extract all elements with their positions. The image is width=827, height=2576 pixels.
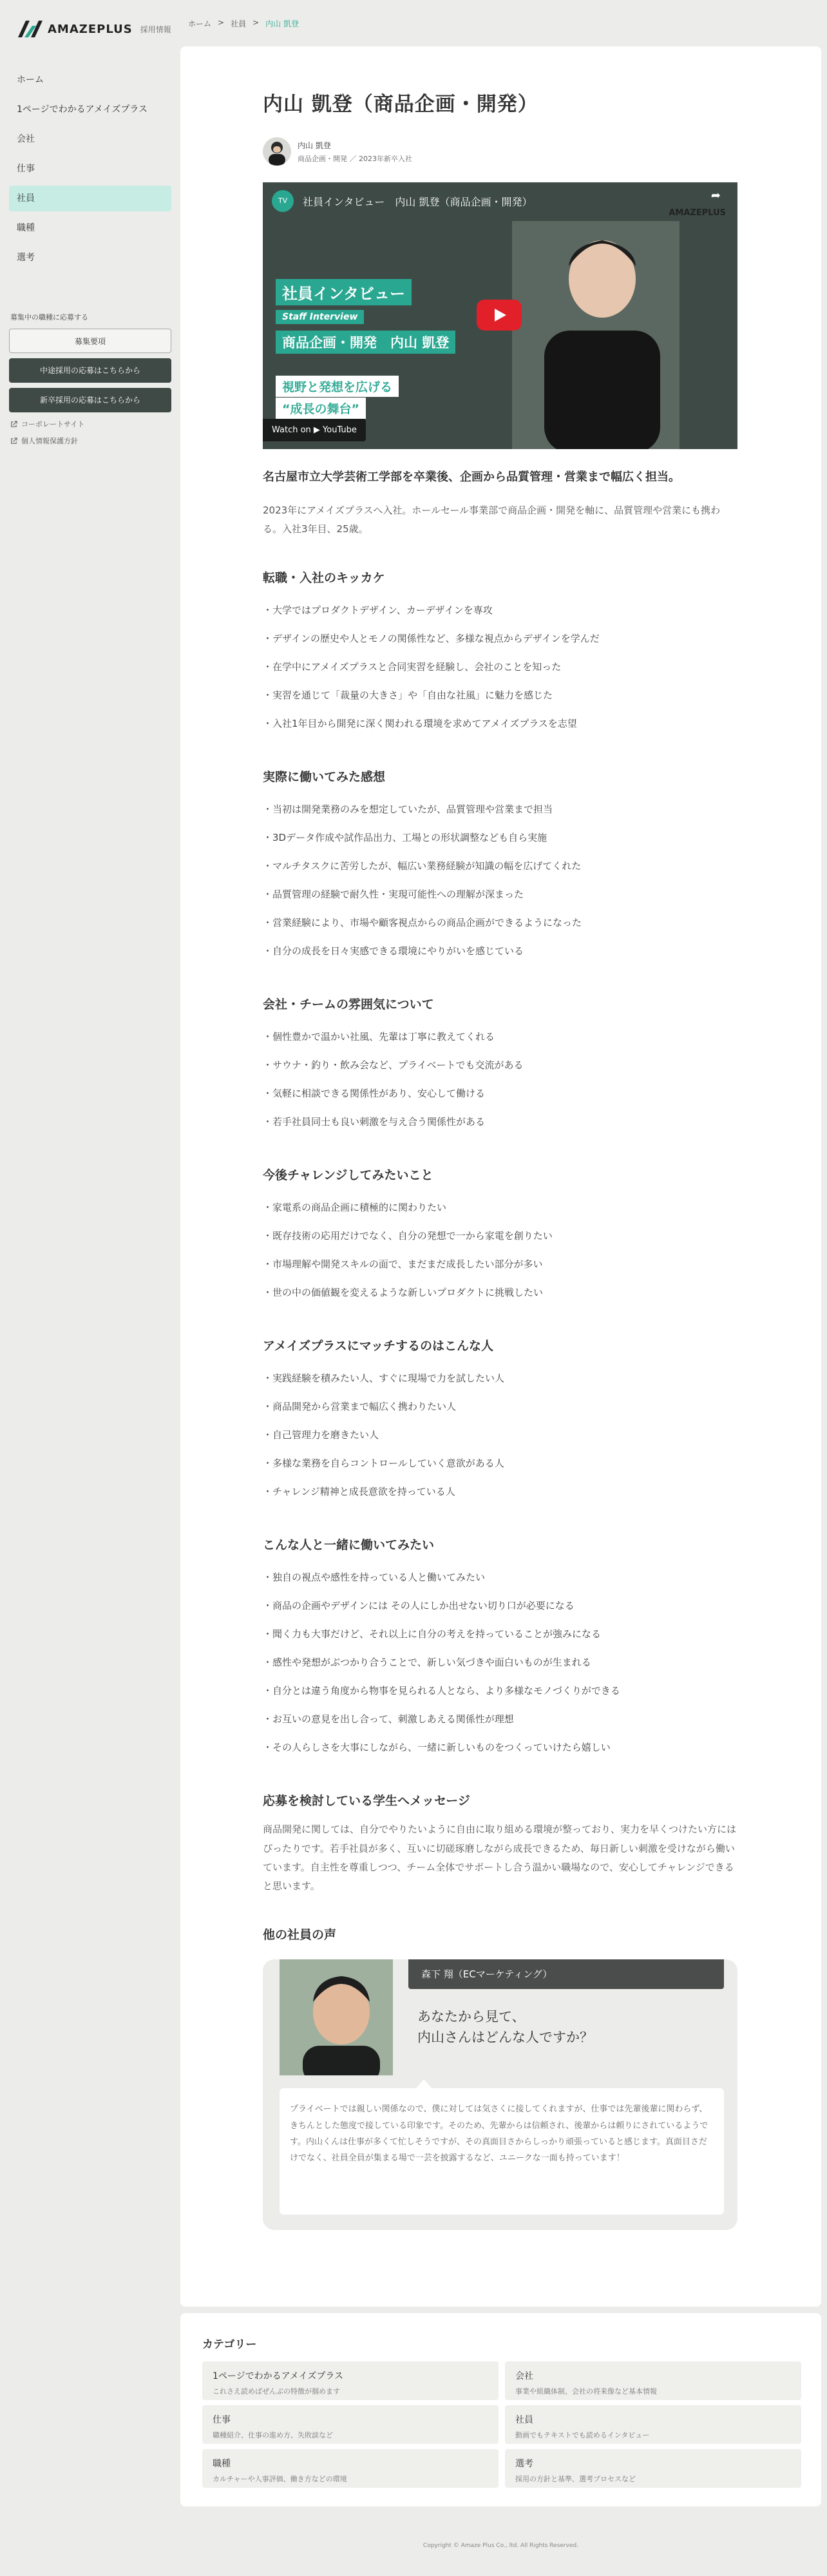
list-item: ・サウナ・釣り・飲み会など、プライベートでも交流がある (263, 1059, 524, 1072)
video-caption-4: 視野と発想を広げる (276, 376, 399, 397)
footer-copyright: Copyright © Amaze Plus Co., ltd. All Rights Reserved. (423, 2542, 579, 2549)
category-desc: 職種紹介、仕事の進め方、失敗談など (213, 2431, 333, 2439)
question-line-2: 内山さんはどんな人ですか？ (417, 2029, 593, 2045)
list-item: ・既存技術の応用だけでなく、自分の発想で一から家電を創りたい (263, 1230, 553, 1242)
list-item: ・気軽に相談できる関係性があり、安心して働ける (263, 1088, 486, 1100)
page-title: 内山 凱登（商品企画・開発） (263, 93, 538, 116)
section-title: 今後チャレンジしてみたいこと (263, 1168, 433, 1183)
section-title: 転職・入社のキッカケ (263, 571, 385, 586)
message-text: 商品開発に関しては、自分でやりたいように自由に取り組める環境が整っており、実力を早くつけたい方にはぴったりです。若手社員が多く、互いに切磋琢磨しながら成長できるため、毎日新しい刺激を受けながら働いています。自主性を尊重しつつ、チーム全体でサポートし合う温かい職場なので、安心してチャレンジできると思います。 (263, 1823, 737, 1892)
openings-button[interactable]: 募集要項 (9, 329, 171, 353)
author-block (263, 137, 737, 166)
section-title: 会社・チームの雰囲気について (263, 997, 434, 1012)
bullet-list (263, 795, 737, 965)
category-item-staff[interactable] (505, 2405, 801, 2444)
list-item: ・営業経験により、市場や顧客視点からの商品企画ができるようになった (263, 917, 582, 929)
list-item: ・マルチタスクに苦労したが、幅広い業務経験が知識の幅を広げてくれた (263, 860, 582, 872)
video-title[interactable]: 社員インタビュー 内山 凱登（商品企画・開発） (303, 196, 533, 208)
category-item-jobs[interactable] (202, 2449, 499, 2488)
list-item: ・3Dデータ作成や試作品出力、工場との形状調整なども自ら実施 (263, 832, 547, 844)
share-icon[interactable]: ➦ (710, 189, 721, 202)
breadcrumb-separator: > (218, 18, 225, 27)
breadcrumb-current: 内山 凱登 (265, 19, 299, 28)
list-item: ・お互いの意見を出し合って、刺激しあえる関係性が理想 (263, 1713, 514, 1725)
message-title: 応募を検討している学生へメッセージ (263, 1794, 470, 1809)
corporate-site-link[interactable] (10, 418, 171, 430)
external-link-icon (10, 437, 17, 445)
sidebar-item-overview[interactable]: 1ページでわかるアメイズプラス (17, 104, 147, 115)
brand-logo[interactable] (17, 19, 171, 39)
bullet-list (263, 1023, 737, 1136)
category-desc: 動画でもテキストでも読めるインタビュー (515, 2431, 650, 2439)
midcareer-apply-button[interactable]: 中途採用の応募はこちらから (9, 358, 171, 383)
apply-heading: 募集中の職種に応募する (10, 313, 88, 322)
list-item: ・多様な業務を自らコントロールしていく意欲がある人 (263, 1457, 504, 1470)
list-item: ・実践経験を積みたい人、すぐに現場で力を試したい人 (263, 1372, 505, 1385)
interviewee-image (512, 221, 680, 449)
breadcrumb-section[interactable]: 社員 (231, 19, 247, 28)
category-item-overview[interactable] (202, 2361, 499, 2400)
author-meta: 商品企画・開発 ／ 2023年新卒入社 (298, 154, 412, 163)
breadcrumb-home[interactable]: ホーム (188, 19, 212, 28)
list-item: ・世の中の価値観を変えるような新しいプロダクトに挑戦したい (263, 1287, 544, 1299)
category-title: カテゴリー (202, 2338, 257, 2351)
category-name: 選考 (515, 2459, 533, 2469)
category-item-selection[interactable] (505, 2449, 801, 2488)
brand-sub: 採用情報 (140, 24, 171, 34)
video-caption-1: 社員インタビュー (276, 279, 412, 305)
colleague-answer: プライベートでは親しい関係なので、僕に対しては気さくに接してくれますが、仕事では先輩後輩に関わらず、きちんとした態度で接している印象です。そのため、先輩からは信頼され、後輩からは頼りにされているようです。内山くんは仕事が多くて忙しそうですが、その真面目さからしっかり頑張っていると感じます。真面目さだけでなく、社員全員が集まる場で一芸を披露するなど、ユニークな一面も持っています！ (280, 2088, 724, 2215)
list-item: ・独自の視点や感性を持っている人と働いてみたい (263, 1572, 486, 1584)
category-desc: 採用の方針と基準、選考プロセスなど (515, 2475, 636, 2483)
list-item: ・商品の企画やデザインには その人にしか出せない切り口が必要になる (263, 1600, 575, 1612)
list-item: ・品質管理の経験で耐久性・実現可能性への理解が深まった (263, 889, 524, 901)
colleague-question (417, 2007, 593, 2048)
main-content (180, 46, 821, 2307)
brand-name: AMAZEPLUS (48, 22, 133, 36)
list-item: ・デザインの歴史や人とモノの関係性など、多様な視点からデザインを学んだ (263, 633, 600, 645)
privacy-policy-label: 個人情報保護方針 (21, 437, 78, 445)
list-item: ・在学中にアメイズプラスと合同実習を経験し、会社のことを知った (263, 661, 562, 673)
category-name: 職種 (213, 2459, 231, 2469)
colleague-voice-card (263, 1959, 737, 2230)
list-item: ・チャレンジ精神と成長意欲を持っている人 (263, 1486, 455, 1498)
category-grid (202, 2361, 799, 2488)
watch-on-youtube-button[interactable]: Watch on ▶ YouTube (263, 419, 366, 441)
list-item: ・商品開発から営業まで幅広く携わりたい人 (263, 1401, 457, 1413)
breadcrumb-separator: > (252, 18, 260, 27)
video-brand-logo: AMAZEPLUS (669, 208, 726, 218)
list-item: ・市場理解や開発スキルの面で、まだまだ成長したい部分が多い (263, 1258, 543, 1271)
sidebar-item-staff[interactable]: 社員 (9, 186, 171, 211)
list-item: ・自己管理力を磨きたい人 (263, 1429, 379, 1441)
list-item: ・感性や発想がぶつかり合うことで、新しい気づきや面白いものが生まれる (263, 1657, 591, 1669)
category-name: 会社 (515, 2371, 533, 2381)
list-item: ・若手社員同士も良い刺激を与え合う関係性がある (263, 1116, 486, 1128)
bullet-list (263, 596, 737, 738)
voices-title: 他の社員の声 (263, 1928, 337, 1943)
sidebar-item-company[interactable]: 会社 (17, 134, 35, 144)
category-desc: カルチャーや人事評価、働き方などの環境 (213, 2475, 347, 2483)
colleague-name: 森下 翔（ECマーケティング） (408, 1959, 724, 1989)
category-item-work[interactable] (202, 2405, 499, 2444)
list-item: ・家電系の商品企画に積極的に関わりたい (263, 1202, 447, 1214)
corporate-site-label: コーポレートサイト (21, 420, 85, 428)
breadcrumb (188, 18, 299, 29)
category-item-company[interactable] (505, 2361, 801, 2400)
section-title: こんな人と一緒に働いてみたい (263, 1538, 435, 1553)
avatar (263, 137, 291, 166)
play-button[interactable] (477, 300, 522, 331)
author-name: 内山 凱登 (298, 140, 331, 150)
sidebar-item-work[interactable]: 仕事 (17, 164, 35, 174)
list-item: ・個性豊かで温かい社風、先輩は丁寧に教えてくれる (263, 1031, 495, 1043)
bullet-list (263, 1563, 737, 1762)
sidebar-item-selection[interactable]: 選考 (17, 253, 35, 263)
category-section (180, 2313, 821, 2506)
video-caption-5: “成長の舞台” (276, 398, 366, 419)
section-title: 実際に働いてみた感想 (263, 770, 386, 785)
sidebar (0, 0, 180, 2576)
section-title: アメイズプラスにマッチするのはこんな人 (263, 1339, 493, 1354)
list-item: ・実習を通じて「裁量の大きさ」や「自由な社風」に魅力を感じた (263, 689, 553, 702)
sidebar-item-jobs[interactable]: 職種 (17, 223, 35, 233)
colleague-photo (280, 1959, 393, 2075)
newgrad-apply-button[interactable]: 新卒採用の応募はこちらから (9, 388, 171, 412)
list-item: ・自分の成長を日々実感できる環境にやりがいを感じている (263, 945, 524, 957)
list-item: ・自分とは違う角度から物事を見られる人となら、より多様なモノづくりができる (263, 1685, 620, 1697)
privacy-policy-link[interactable] (10, 434, 171, 447)
category-name: 1ページでわかるアメイズプラス (213, 2371, 343, 2381)
category-name: 仕事 (213, 2415, 231, 2425)
list-item: ・入社1年目から開発に深く関われる環境を求めてアメイズプラスを志望 (263, 718, 577, 730)
article (263, 46, 737, 2230)
logo-mark-icon (17, 19, 43, 39)
video-caption-3: 商品企画・開発 内山 凱登 (276, 331, 455, 354)
bullet-list (263, 1193, 737, 1307)
article-intro: 2023年にアメイズプラスへ入社。ホールセール事業部で商品企画・開発を軸に、品質管理や営業にも携わる。入社3年目、25歳。 (263, 504, 721, 535)
list-item: ・聞く力も大事だけど、それ以上に自分の考えを持っていることが強みになる (263, 1628, 602, 1640)
list-item: ・大学ではプロダクトデザイン、カーデザインを専攻 (263, 604, 493, 617)
category-desc: 事業や組織体制、会社の将来像など基本情報 (515, 2387, 657, 2396)
bullet-list (263, 1364, 737, 1506)
external-link-icon (10, 421, 17, 428)
category-desc: これさえ読めばぜんぶの特徴が掴めます (213, 2387, 340, 2396)
sidebar-nav (9, 67, 171, 271)
sidebar-item-home[interactable]: ホーム (17, 75, 44, 85)
list-item: ・当初は開発業務のみを想定していたが、品質管理や営業まで担当 (263, 803, 553, 816)
article-lead: 名古屋市立大学芸術工学部を卒業後、企画から品質管理・営業まで幅広く担当。 (263, 470, 680, 484)
video-caption-2: Staff Interview (276, 310, 364, 324)
category-name: 社員 (515, 2415, 533, 2425)
channel-avatar[interactable]: TV (272, 190, 294, 212)
video-player[interactable] (263, 182, 737, 449)
question-line-1: あなたから見て、 (417, 2009, 526, 2025)
list-item: ・その人らしさを大事にしながら、一緒に新しいものをつくっていけたら嬉しい (263, 1742, 611, 1754)
